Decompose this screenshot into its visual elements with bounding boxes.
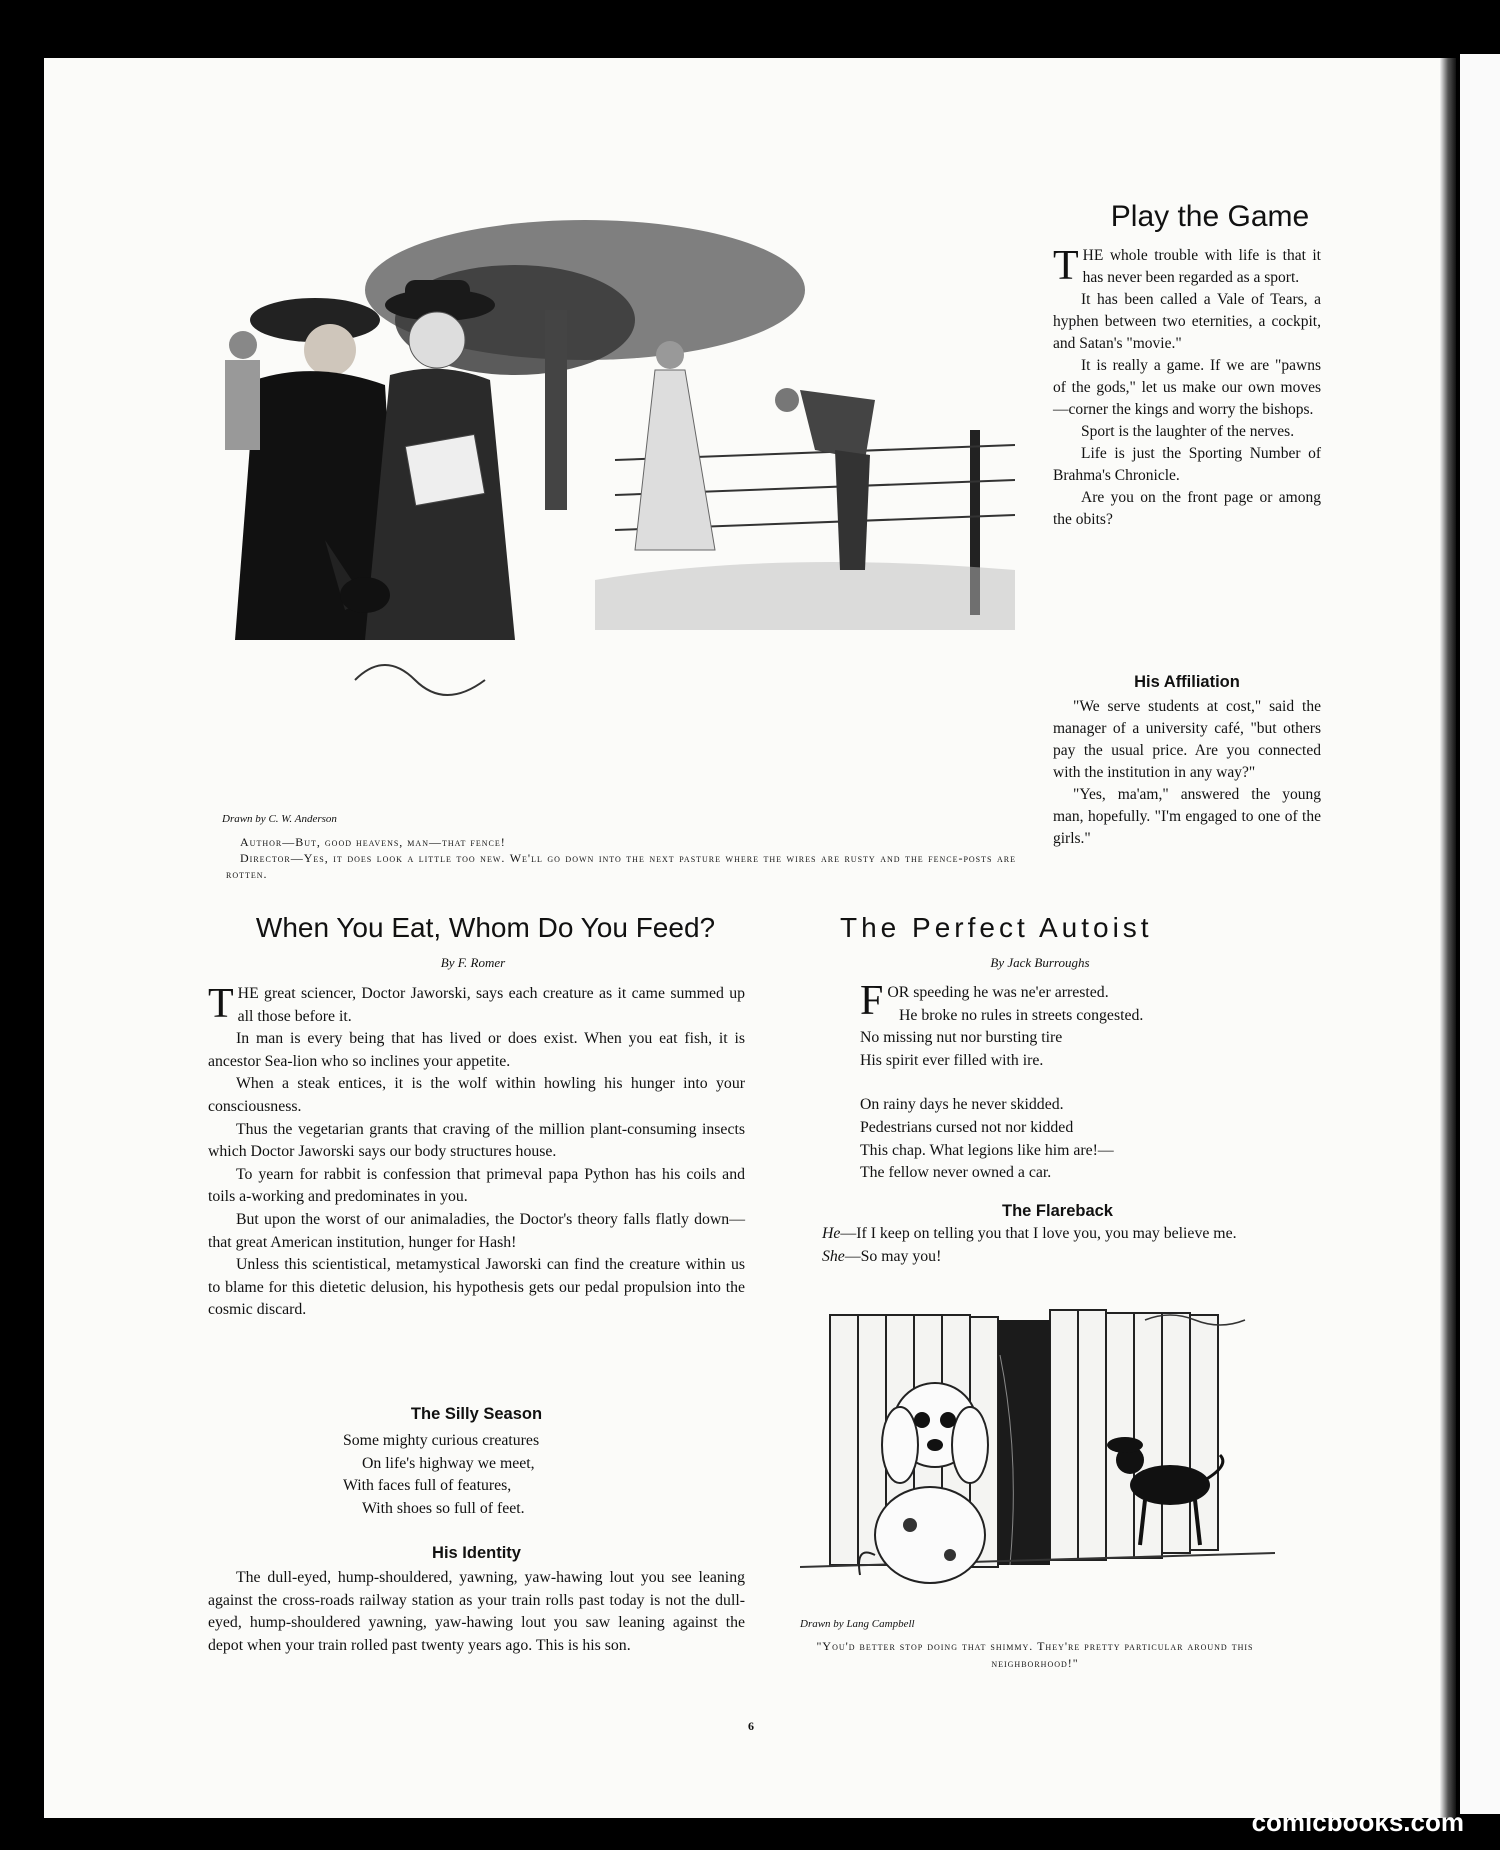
his-affiliation-title: His Affiliation — [1134, 673, 1240, 691]
poem-line: Pedestrians cursed not nor kidded — [860, 1118, 1074, 1136]
caption-author-line: Author—But, good heavens, man—that fence! — [240, 835, 506, 849]
flareback-title: The Flareback — [1002, 1202, 1113, 1220]
poem-line: Some mighty curious creatures — [343, 1432, 540, 1449]
paragraph: To yearn for rabbit is confession that primeval papa Python has his coils and toils a-working and predominates in you. — [208, 1165, 745, 1206]
when-you-eat-title: When You Eat, Whom Do You Feed? — [255, 912, 716, 943]
bottom-illustration-credit: Drawn by Lang Campbell — [800, 1618, 915, 1630]
paragraph: "Yes, ma'am," answered the young man, hopefully. "I'm engaged to one of the girls." — [1053, 786, 1321, 847]
paragraph: Are you on the front page or among the obits? — [1053, 489, 1321, 528]
top-illustration-caption — [226, 834, 1016, 882]
speaker-label: She — [822, 1247, 845, 1265]
paragraph: When a steak entices, it is the wolf within howling his hunger into your consciousness. — [208, 1075, 745, 1115]
his-identity-title: His Identity — [432, 1544, 521, 1562]
flareback-section — [800, 1202, 1315, 1268]
when-you-eat-body — [208, 983, 745, 1322]
poem-line: On rainy days he never skidded. — [860, 1096, 1064, 1114]
fence-scene-illustration — [215, 210, 1015, 810]
paragraph: HE whole trouble with life is that it has never been regarded as a sport. — [1082, 247, 1321, 286]
paragraph: Unless this scientistical, metamystical Jaworski can find the creature within us to blame for this dietetic delusion, his hypothesis gets our pedal propulsion into the cosmic discard. — [208, 1256, 745, 1319]
poem-line: With shoes so full of feet. — [362, 1499, 525, 1517]
perfect-autoist-poem — [860, 978, 1280, 1185]
drop-cap-letter: F — [860, 978, 884, 1024]
play-the-game-title: Play the Game — [1110, 200, 1310, 233]
paragraph: Sport is the laughter of the nerves. — [1081, 423, 1295, 440]
bottom-illustration-caption — [800, 1638, 1270, 1672]
poem-line: With faces full of features, — [343, 1477, 512, 1494]
dialogue-line: —So may you! — [844, 1247, 942, 1265]
dialogue-line: —If I keep on telling you that I love you, you may believe me. — [840, 1225, 1237, 1242]
his-affiliation-section — [1053, 673, 1321, 850]
poem-line: On life's highway we meet, — [362, 1454, 535, 1472]
paragraph: Thus the vegetarian grants that craving of the million plant-consuming insects which Doctor Jaworski says our body structures house. — [208, 1120, 745, 1161]
when-you-eat-byline: By F. Romer — [440, 955, 506, 970]
paragraph: In man is every being that has lived or does exist. When you eat fish, it is ancestor Sea-lion who so inclines your appetite. — [208, 1030, 745, 1070]
page-number: 6 — [748, 1719, 754, 1733]
paragraph: It is really a game. If we are "pawns of the gods," let us make our own moves—corner the kings and worry the bishops. — [1053, 357, 1321, 418]
silly-season-section — [208, 1405, 745, 1520]
drop-cap-letter: T — [1053, 243, 1079, 289]
paragraph: "We serve students at cost," said the manager of a university café, "but others pay the usual price. Are you connected with the institution in any way?" — [1053, 698, 1321, 781]
paragraph: Life is just the Sporting Number of Brahma's Chronicle. — [1053, 445, 1321, 484]
his-identity-section — [208, 1544, 745, 1657]
play-the-game-body — [1053, 245, 1321, 531]
paragraph: It has been called a Vale of Tears, a hyphen between two eternities, a cockpit, and Satan's "movie." — [1053, 291, 1321, 352]
perfect-autoist-title: The Perfect Autoist — [840, 912, 1153, 943]
dogs-fence-illustration — [800, 1305, 1275, 1610]
drop-cap-letter: T — [208, 981, 234, 1027]
page-edge-shadow — [1440, 58, 1456, 1818]
poem-line: He broke no rules in streets congested. — [899, 1006, 1144, 1024]
paragraph: HE great sciencer, Doctor Jaworski, says each creature as it came summed up all those before it. — [237, 985, 745, 1025]
caption-director-line: Director—Yes, it does look a little too new. We'll go down into the next pasture where the wires are rusty and the fence-posts are rotten. — [226, 851, 1016, 881]
next-page-strip — [1460, 54, 1500, 1814]
poem-line: No missing nut nor bursting tire — [860, 1029, 1063, 1047]
poem-line: The fellow never owned a car. — [860, 1164, 1052, 1182]
paragraph: The dull-eyed, hump-shouldered, yawning, yaw-hawing lout you see leaning against the cross-roads railway station as your train rolls past today is not the dull-eyed, hump-shouldered yawning, yaw-hawing lout you saw leaning against the depot when your train rolled past twenty years ago. This is his son. — [208, 1569, 745, 1654]
watermark-text: comicbooks.com — [1251, 1807, 1464, 1837]
speaker-label: He — [822, 1225, 841, 1242]
poem-line: This chap. What legions like him are!— — [860, 1141, 1114, 1159]
caption-text: "You'd better stop doing that shimmy. They're pretty particular around this neighborhood!" — [816, 1639, 1254, 1670]
poem-line: His spirit ever filled with ire. — [860, 1051, 1044, 1069]
poem-line: OR speeding he was ne'er arrested. — [887, 984, 1109, 1001]
perfect-autoist-byline: By Jack Burroughs — [990, 955, 1090, 970]
silly-season-title: The Silly Season — [410, 1405, 543, 1423]
paragraph: But upon the worst of our animaladies, the Doctor's theory falls flatly down—that great American institution, hunger for Hash! — [208, 1210, 745, 1251]
top-illustration-credit: Drawn by C. W. Anderson — [222, 813, 337, 825]
